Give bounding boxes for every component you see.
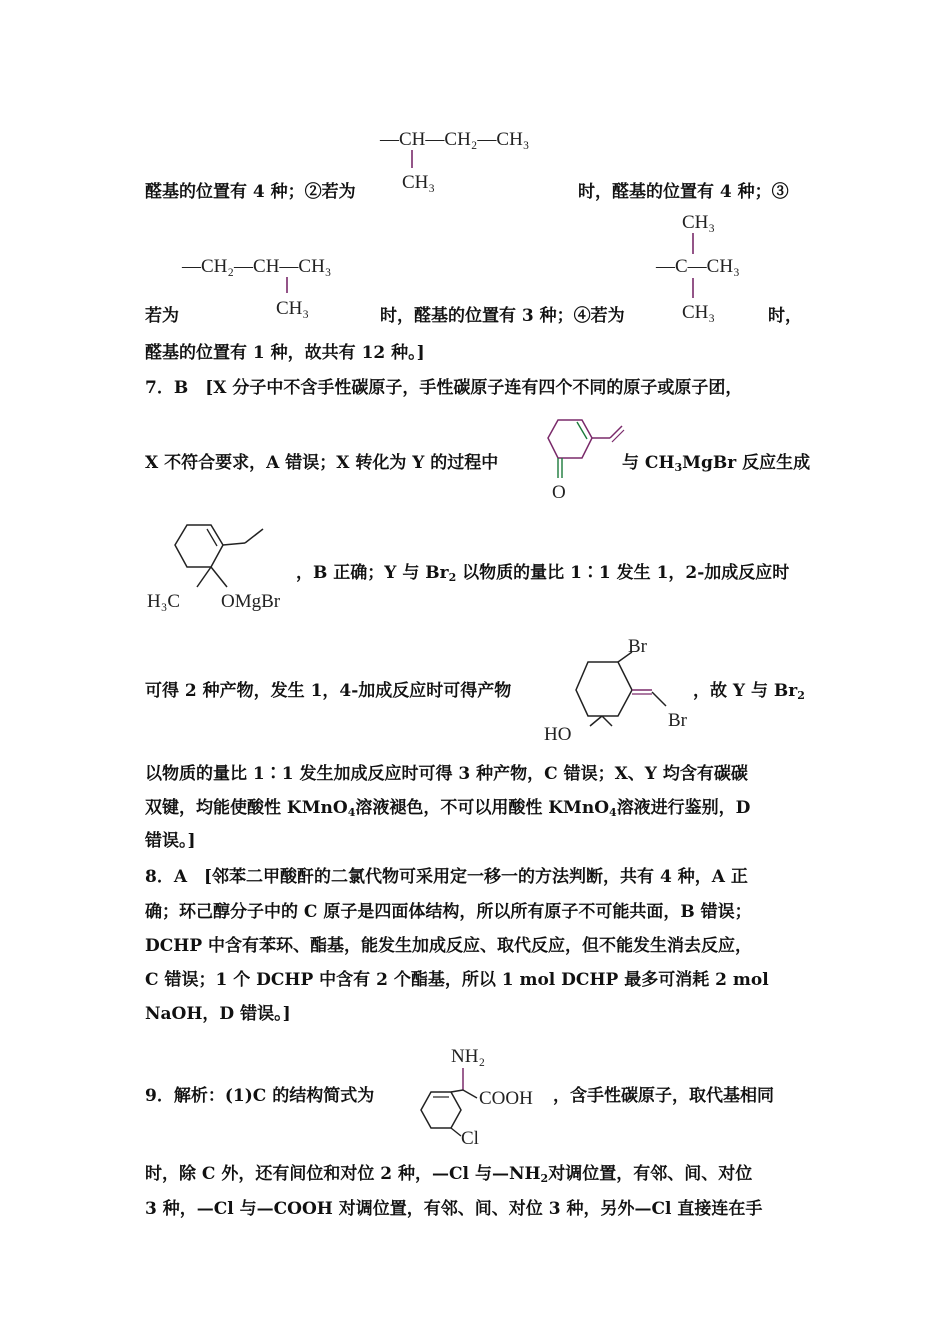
q7-line-2: X 不符合要求，A 错误；X 转化为 Y 的过程中 — [145, 453, 499, 473]
q6-line-1b: 时，醛基的位置有 4 种；③ — [578, 182, 789, 202]
svg-text:H₃C: H₃C — [147, 591, 181, 612]
q8-line-1: 8．A [邻苯二甲酸酐的二氯代物可采用定一移一的方法判断，共有 4 种，A 正 — [145, 867, 748, 887]
q6-line-1: 醛基的位置有 4 种；②若为 — [145, 182, 356, 202]
structure-tert-butyl — [650, 208, 780, 326]
svg-text:COOH: COOH — [479, 1088, 533, 1109]
q7-line-4: 可得 2 种产物，发生 1，4-加成反应时可得产物 — [145, 681, 512, 701]
q8-line-5: NaOH，D 错误。] — [145, 1004, 291, 1024]
q6-line-2c: 时， — [768, 306, 802, 326]
molecule-c — [395, 1040, 555, 1150]
q9-line-1: 9．解析：(1)C 的结构简式为 — [145, 1086, 375, 1106]
q8-line-4: C 错误；1 个 DCHP 中含有 2 个酯基，所以 1 mol DCHP 最多可消耗 2 mol — [145, 970, 769, 990]
svg-text:Br: Br — [628, 636, 647, 657]
q8-line-3: DCHP 中含有苯环、酯基，能发生加成反应、取代反应，但不能发生消去反应， — [145, 936, 753, 956]
svg-text:HO: HO — [544, 724, 572, 745]
q8-line-2: 确；环己醇分子中的 C 原子是四面体结构，所以所有原子不可能共面，B 错误； — [145, 902, 752, 922]
q7-line-5: 以物质的量比 1∶1 发生加成反应时可得 3 种产物，C 错误；X、Y 均含有碳碳 — [145, 764, 748, 784]
svg-text:CH₃: CH₃ — [402, 172, 436, 193]
svg-text:CH₃: CH₃ — [682, 302, 716, 323]
q6-line-2b: 时，醛基的位置有 3 种；④若为 — [380, 306, 625, 326]
q7-line-6: 双键，均能使酸性 KMnO$_4$溶液褪色，不可以用酸性 KMnO$_4$溶液进行鉴别，D — [145, 798, 751, 819]
q7-line-3: ，B 正确；Y 与 $Br_2$ 以物质的量比 1∶1 发生 1，2-加成反应时 — [296, 563, 790, 584]
structure-isobutyl — [180, 248, 390, 328]
svg-text:OMgBr: OMgBr — [221, 591, 281, 612]
svg-text:CH₃: CH₃ — [682, 212, 716, 233]
svg-text:O: O — [552, 482, 566, 503]
molecule-y — [145, 515, 305, 615]
svg-text:Cl: Cl — [461, 1128, 479, 1149]
q7-line-4b: ，故 Y 与 $Br_2$ — [693, 681, 805, 702]
svg-text:—C—CH₃: —C—CH₃ — [656, 256, 740, 277]
q9-line-3: 3 种，—Cl 与—COOH 对调位置，有邻、间、对位 3 种，另外—Cl 直接连在手 — [145, 1199, 763, 1219]
q9-line-2: 时，除 C 外，还有间位和对位 2 种，—Cl 与$—NH_2$对调位置，有邻、间、对位 — [145, 1164, 753, 1185]
structure-sec-butyl — [378, 120, 578, 200]
molecule-product-14 — [540, 630, 710, 748]
svg-text:NH₂: NH₂ — [451, 1046, 486, 1067]
q7-line-7: 错误。] — [145, 831, 196, 851]
q6-line-3: 醛基的位置有 1 种，故共有 12 种。] — [145, 343, 425, 363]
q6-line-2: 若为 — [145, 306, 179, 326]
svg-text:CH₃: CH₃ — [276, 298, 310, 319]
svg-text:Br: Br — [668, 710, 687, 731]
q7-line-2b: 与 $CH_3MgBr$ 反应生成 — [622, 453, 811, 474]
q7-line-1: 7．B [X 分子中不含手性碳原子，手性碳原子连有四个不同的原子或原子团， — [145, 378, 743, 398]
svg-text:—CH—CH₂—CH₃: —CH—CH₂—CH₃ — [380, 129, 530, 150]
svg-text:—CH₂—CH—CH₃: —CH₂—CH—CH₃ — [182, 256, 332, 277]
molecule-x — [530, 408, 630, 508]
q9-line-1b: ，含手性碳原子，取代基相同 — [553, 1086, 774, 1106]
